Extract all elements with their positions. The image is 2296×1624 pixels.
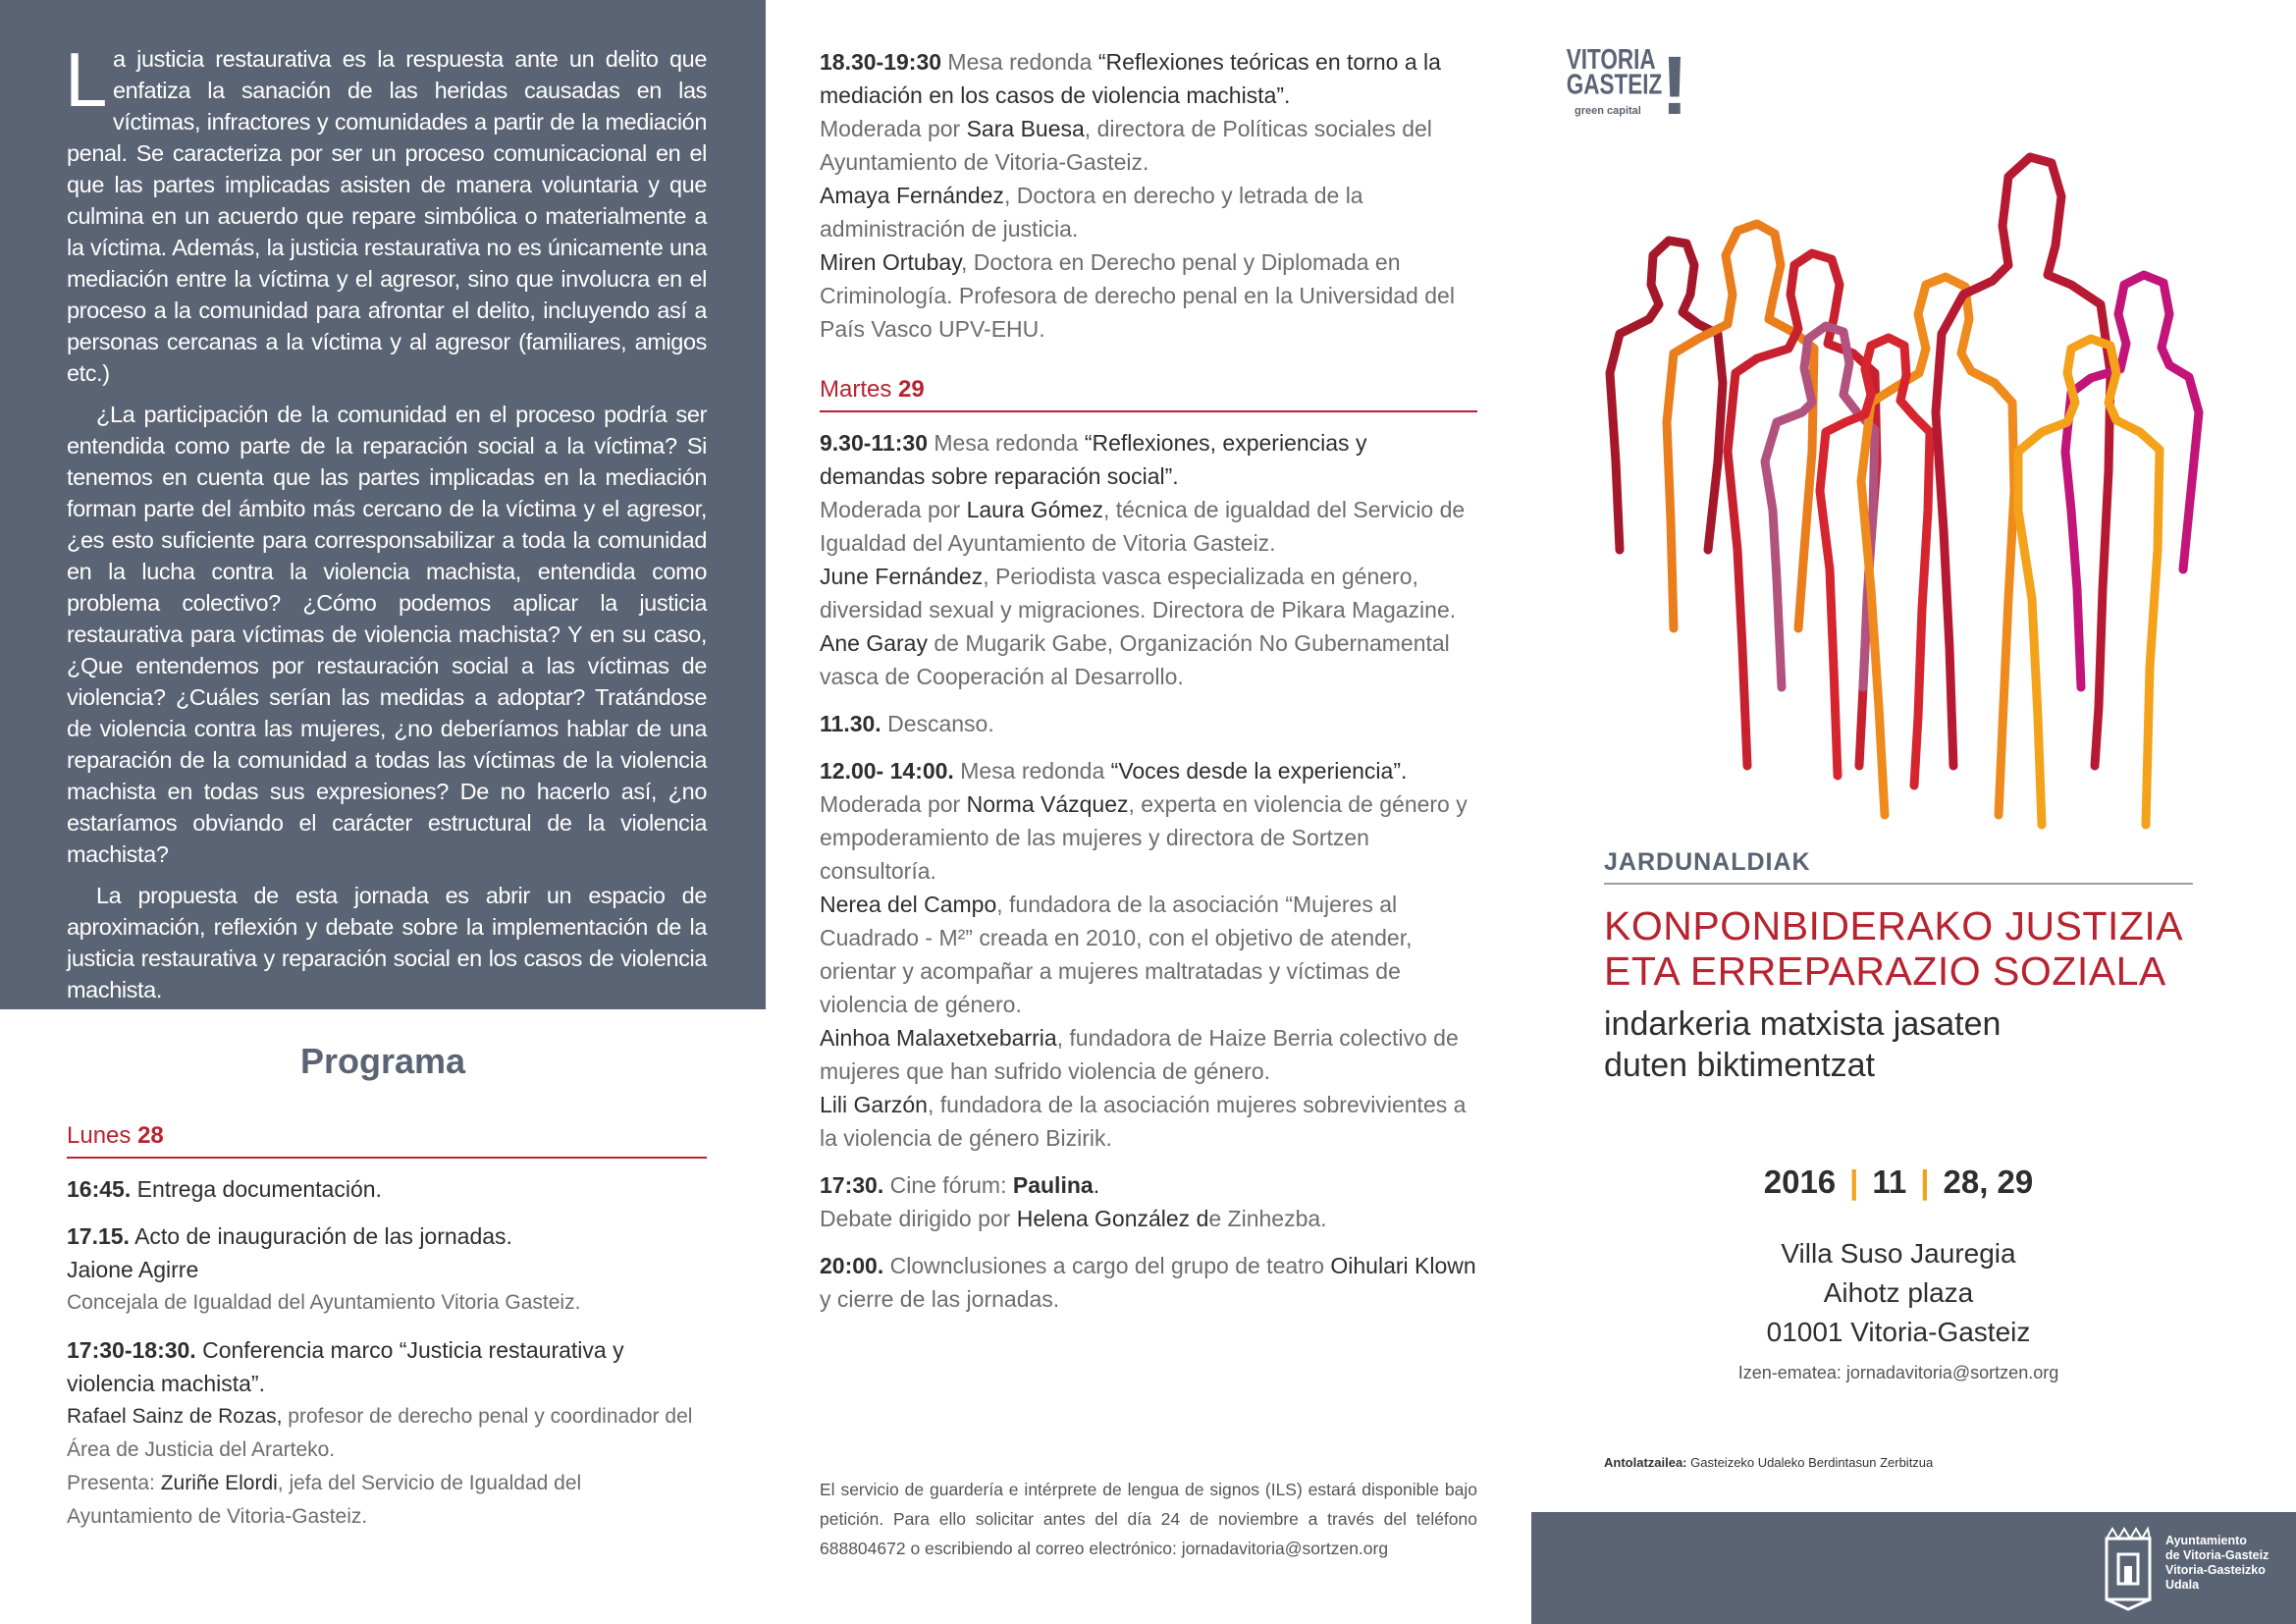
program-item: [820, 1249, 1477, 1316]
date-separator: |: [1849, 1164, 1859, 1200]
section-label: JARDUNALDIAK: [1604, 848, 2193, 885]
moderator-name: Norma Vázquez: [966, 791, 1129, 817]
item-kind: Mesa redonda: [953, 758, 1111, 784]
speaker-role: de Mugarik Gabe, Organización No Gubernamental vasca de Cooperación al Desarrollo.: [820, 630, 1450, 689]
debate-label: Debate dirigido por: [820, 1206, 1017, 1231]
intro-paragraph-1-text: a justicia restaurativa es la respuesta ante un delito que enfatiza la sanación de las heridas causadas en las víctimas, infractores y comunidades a partir de la mediación penal. Se caracteriza por ser un proceso comunicacional en el que las partes implicadas asisten de manera voluntaria y que culmina en un acuerdo que repare simbólica o materialmente a la víctima. Además, la justicia restaurativa no es únicamente una mediación entre la víctima y el agresor, sino que involucra en el proceso a la comunidad para afrontar el delito, incluyendo así a personas cercanas a la víctima y al agresor (familiares, amigos etc.): [67, 46, 707, 386]
group-name: Oihulari Klown: [1330, 1253, 1476, 1278]
item-time: 17:30-18:30.: [67, 1337, 196, 1363]
event-date: [1604, 1164, 2193, 1201]
date-year: 2016: [1763, 1164, 1837, 1200]
day-name: Martes: [820, 376, 892, 403]
speaker-role: , Doctora en Derecho penal y Diplomada en Criminología. Profesora de derecho penal en la Universidad del País Vasco UPV-EHU.: [820, 249, 1455, 342]
program-item: [67, 1333, 707, 1534]
item-kind: Mesa redonda: [927, 430, 1085, 456]
speaker-role: Concejala de Igualdad del Ayuntamiento Vitoria Gasteiz.: [67, 1291, 581, 1314]
film-title: Paulina: [1012, 1172, 1094, 1198]
logo-exclamation-icon: !: [1661, 39, 1688, 126]
speaker-name: Miren Ortubay: [820, 249, 962, 275]
moderator-label: Moderada por: [820, 791, 967, 817]
ayto-line-3: Vitoria-Gasteizko: [2165, 1563, 2266, 1577]
item-title: “Voces desde la experiencia”.: [1110, 758, 1408, 784]
presenter-role: , jefa del Servicio de Igualdad del Ayuntamiento de Vitoria-Gasteiz.: [67, 1472, 582, 1528]
venue-name: Villa Suso Jauregia: [1781, 1238, 2016, 1269]
speaker-name: Lili Garzón: [820, 1092, 928, 1117]
intro-paragraph-2: ¿La participación de la comunidad en el proceso podría ser entendida como parte de la reparación social a la víctima? Si tenemos en cuenta que las partes implicadas en la mediación forman parte del ámbito más cercano de la víctima y el agresor, ¿es esto suficiente para corresponsabilizar a toda la comunidad en la lucha contra la violencia machista, entendida como problema colectivo? ¿Cómo podemos aplicar la justicia restaurativa para víctimas de violencia machista? Y en su caso, ¿Que entendemos por restauración social a las víctimas de violencia? ¿Cuáles serían las medidas a adoptar? Tratándose de violencia contra las mujeres, ¿no deberíamos hablar de una reparación de la comunidad a todas las víctimas de la violencia machista en todas sus expresiones? De no hacerlo así, ¿no estaríamos obviando el carácter estructural de la violencia machista?: [67, 402, 707, 867]
ayuntamiento-text: [2165, 1534, 2293, 1593]
day-header-tuesday: [820, 373, 1477, 412]
logo-line-1: VITORIA: [1566, 44, 1656, 76]
date-month: 11: [1872, 1164, 1907, 1200]
item-text: Entrega documentación.: [131, 1176, 382, 1202]
moderator-role: , experta en violencia de género y empoderamiento de las mujeres y directora de Sortzen consultoría.: [820, 791, 1468, 884]
people-silhouettes-illustration: [1580, 137, 2268, 844]
speaker-role: , Periodista vasca especializada en género, diversidad sexual y migraciones. Directora de Pikara Magazine.: [820, 564, 1457, 623]
program-item: [820, 1168, 1477, 1235]
item-text: Acto de inauguración de las jornadas.: [129, 1223, 512, 1249]
program-item: [820, 426, 1477, 693]
item-title: “Reflexiones, experiencias y demandas sobre reparación social”.: [820, 430, 1367, 489]
day-number: 29: [898, 376, 925, 403]
program-item: [820, 754, 1477, 1155]
item-text: Conferencia marco “Justicia restaurativa y violencia machista”.: [67, 1337, 624, 1396]
moderator-label: Moderada por: [820, 497, 967, 522]
registration-email: Izen-ematea: jornadavitoria@sortzen.org: [1737, 1363, 2059, 1382]
program-item: [820, 707, 1477, 740]
item-title: “Reflexiones teóricas en torno a la mediación en los casos de violencia machista”.: [820, 49, 1441, 108]
debate-org: e Zinhezba.: [1208, 1206, 1327, 1231]
drop-cap: L: [65, 36, 107, 123]
date-separator: |: [1920, 1164, 1930, 1200]
intro-paragraph-1: [65, 36, 707, 389]
item-kind: Cine fórum:: [883, 1172, 1013, 1198]
moderator-label: Moderada por: [820, 116, 967, 141]
item-kind: Mesa redonda: [941, 49, 1098, 75]
logo-line-2: GASTEIZ: [1566, 69, 1663, 101]
item-text: Descanso.: [881, 711, 994, 736]
speaker-role: , fundadora de la asociación “Mujeres al Cuadrado - M²” creada en 2010, con el objetivo de atender, orientar y acompañar a mujeres maltratadas y víctimas de violencia de género.: [820, 892, 1413, 1017]
speaker-role: profesor de derecho penal y coordinador del Área de Justicia del Ararteko.: [67, 1405, 693, 1461]
item-text: y cierre de las jornadas.: [820, 1286, 1060, 1312]
vitoria-gasteiz-green-capital-logo: [1565, 37, 1692, 126]
item-time: 18.30-19:30: [820, 49, 942, 75]
item-time: 9.30-11:30: [820, 430, 928, 456]
program-monday: [67, 1119, 707, 1547]
presenter-name: Zuriñe Elordi: [160, 1472, 278, 1494]
venue-street: Aihotz plaza: [1823, 1277, 1974, 1308]
speaker-name: June Fernández: [820, 564, 984, 589]
logo-line-3: green capital: [1575, 105, 1641, 117]
presenter-label: Presenta:: [67, 1472, 161, 1494]
speaker-name: Ainhoa Malaxetxebarria: [820, 1025, 1057, 1051]
speaker-name: Amaya Fernández: [820, 183, 1004, 208]
intro-paragraph-3: La propuesta de esta jornada es abrir un espacio de aproximación, reflexión y debate sobre la implementación de la justicia restaurativa y reparación social en los casos de violencia machista.: [67, 883, 707, 1002]
item-time: 16:45.: [67, 1176, 132, 1202]
speaker-name: Nerea del Campo: [820, 892, 997, 917]
speaker-role: , Doctora en derecho y letrada de la administración de justicia.: [820, 183, 1363, 242]
programa-heading: Programa: [299, 1041, 466, 1081]
footnote: El servicio de guardería e intérprete de lengua de signos (ILS) estará disponible bajo petición. Para ello solicitar antes del día 24 de noviembre a través del teléfono 688804672 o escribiendo al correo electrónico: jornadavitoria@sortzen.org: [820, 1480, 1477, 1558]
silhouette-yellow: [2018, 339, 2160, 825]
item-time: 20:00.: [820, 1253, 884, 1278]
intro-text: [65, 36, 707, 1015]
organizer: [1604, 1455, 2232, 1470]
main-title-line-2: ETA ERREPARAZIO SOZIALA: [1604, 948, 2166, 994]
venue-city: 01001 Vitoria-Gasteiz: [1766, 1317, 2031, 1347]
speaker-name: Ane Garay: [820, 630, 928, 656]
speaker-role: , fundadora de Haize Berria colectivo de mujeres que han sufrido violencia de género.: [820, 1025, 1459, 1084]
logo-svg: [1565, 37, 1692, 126]
item-time: 17:30.: [820, 1172, 884, 1198]
ayto-line-2: de Vitoria-Gasteiz: [2165, 1548, 2269, 1562]
organizer-name: Gasteizeko Udaleko Berdintasun Zerbitzua: [1686, 1455, 1934, 1470]
moderator-role: , directora de Políticas sociales del Ayuntamiento de Vitoria-Gasteiz.: [820, 116, 1432, 175]
day-number: 28: [137, 1122, 164, 1149]
program-middle: [820, 45, 1477, 1329]
crest-svg: [2101, 1525, 2160, 1611]
moderator-name: Sara Buesa: [966, 116, 1085, 141]
date-days: 28, 29: [1943, 1164, 2034, 1200]
program-item: [67, 1219, 707, 1320]
program-item: [820, 45, 1477, 346]
item-punct: .: [1093, 1172, 1100, 1198]
speaker-name: Jaione Agirre: [67, 1257, 199, 1282]
subtitle-line-1: indarkeria matxista jasaten: [1604, 1005, 2002, 1043]
silhouette-red-center: [1728, 253, 1877, 766]
item-time: 17.15.: [67, 1223, 130, 1249]
ayto-line-4: Udala: [2165, 1578, 2200, 1592]
venue-address: [1604, 1234, 2193, 1352]
day-name: Lunes: [67, 1122, 132, 1149]
speaker-role: , fundadora de la asociación mujeres sobrevivientes a la violencia de género Bizirik.: [820, 1092, 1467, 1151]
subtitle-line-2: duten biktimentzat: [1604, 1047, 1875, 1084]
moderator-role: , técnica de igualdad del Servicio de Igualdad del Ayuntamiento de Vitoria Gasteiz.: [820, 497, 1466, 556]
ayto-line-1: Ayuntamiento: [2165, 1534, 2247, 1547]
main-title: [1604, 903, 2213, 994]
organizer-label: Antolatzailea:: [1604, 1455, 1687, 1470]
moderator-name: Laura Gómez: [966, 497, 1103, 522]
item-time: 12.00- 14:00.: [820, 758, 954, 784]
program-item: [67, 1172, 707, 1206]
main-title-line-1: KONPONBIDERAKO JUSTIZIA: [1604, 903, 2184, 948]
item-text: Clownclusiones a cargo del grupo de teatro: [883, 1253, 1331, 1278]
debate-name: Helena González d: [1016, 1206, 1209, 1231]
speaker-name: Rafael Sainz de Rozas,: [67, 1405, 283, 1428]
subtitle: [1604, 1003, 2213, 1086]
item-time: 11.30.: [820, 711, 881, 736]
day-header-monday: [67, 1119, 707, 1159]
